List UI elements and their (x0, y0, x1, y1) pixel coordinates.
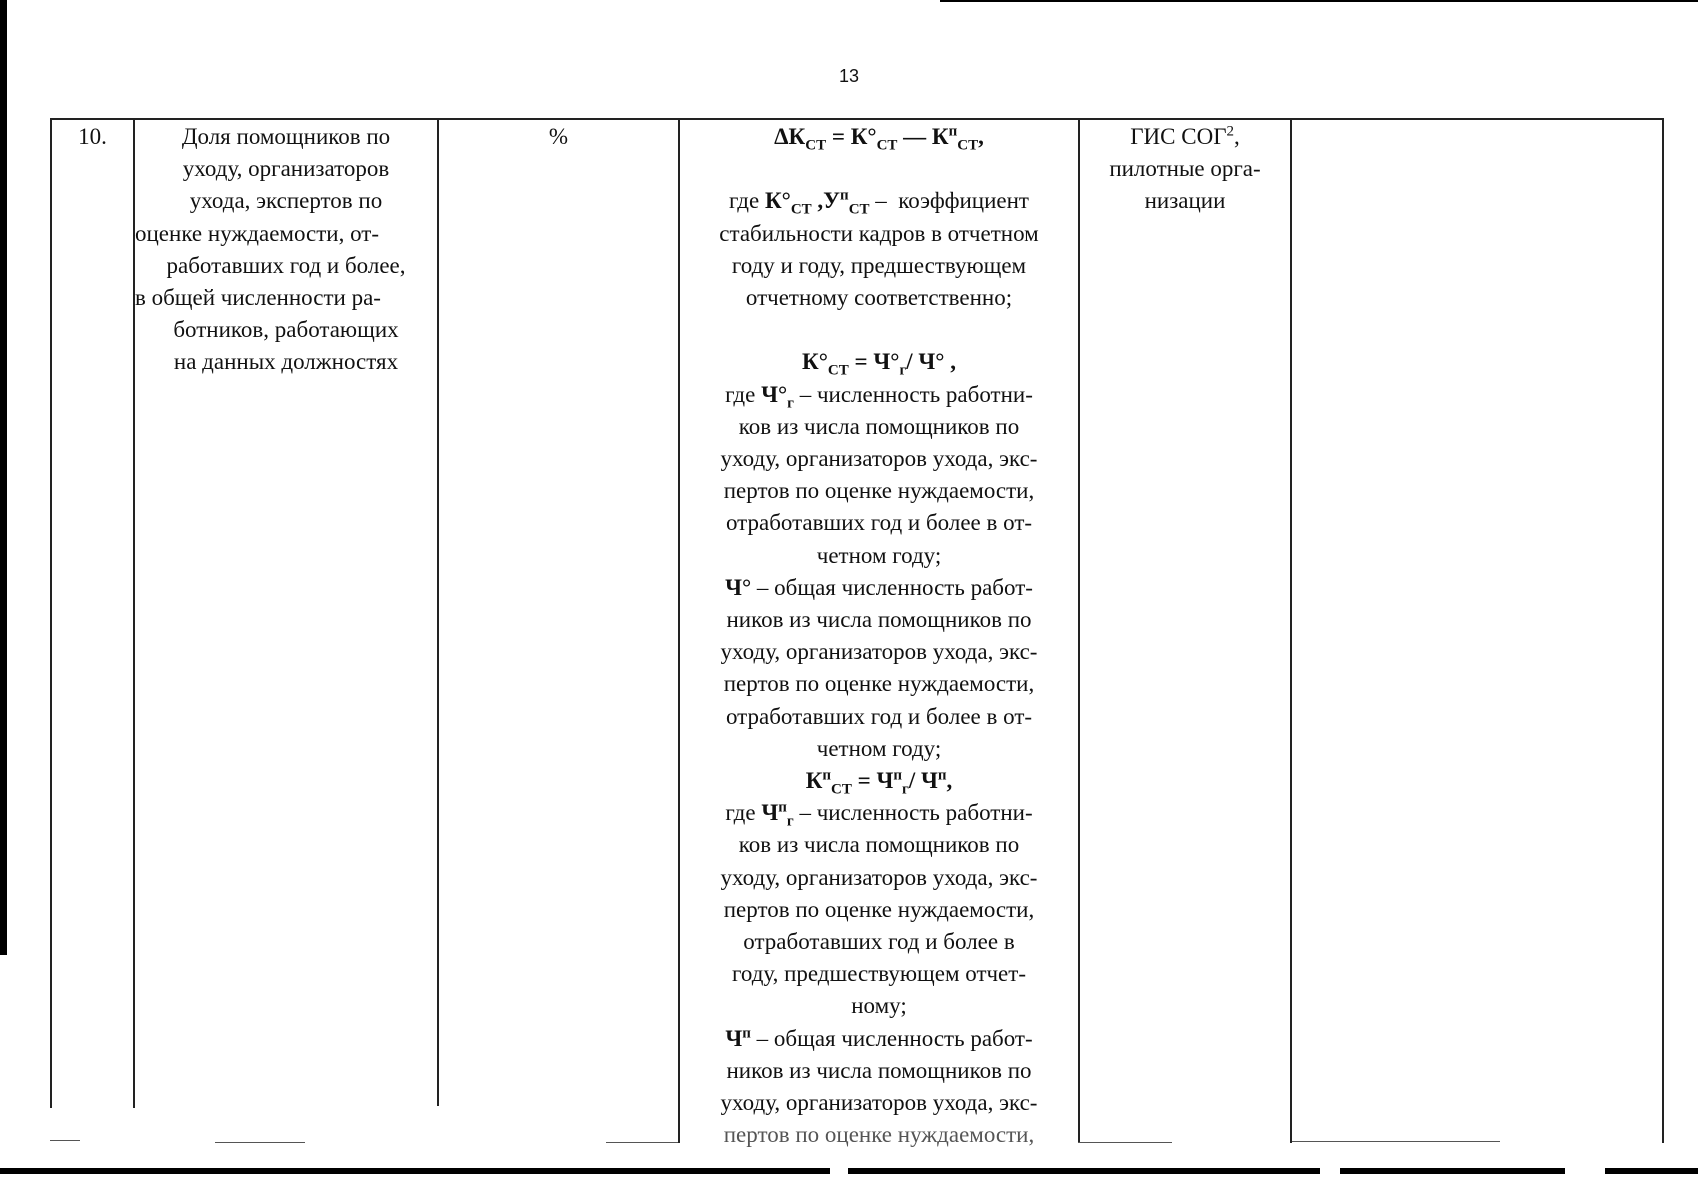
source-line: ГИС СОГ$^2$, (1130, 123, 1240, 149)
formula-previous-year: $К^п_{СТ} = Ч^п_г/$ $Ч^п$, (805, 767, 953, 798)
formula-current-year: $К^\circ_{СТ} = Ч^\circ_г/$ Ч° , (802, 349, 956, 379)
column-border (1290, 118, 1292, 1143)
formula-text-line: уходу, организаторов ухода, экс- (720, 1090, 1038, 1116)
indicator-name-line: ботников, работающих (173, 317, 399, 343)
scan-gap (1320, 1168, 1340, 1174)
formula-text-line: году, предшествующем отчет- (732, 961, 1026, 987)
formula-cell (680, 121, 1078, 1151)
def-previous-head: где $Ч^п_г$ – численность работни- (725, 799, 1033, 830)
formula-text-line: уходу, организаторов ухода, экс- (720, 639, 1038, 665)
table-bottom-border (1292, 1141, 1500, 1142)
formula-text-line: ков из числа помощников по (738, 832, 1020, 858)
formula-text-line: уходу, организаторов ухода, экс- (720, 864, 1038, 890)
indicator-name-line: в общей численности ра- (135, 285, 381, 311)
page-number: 13 (838, 66, 860, 86)
def-total-current-head: Ч° – общая численность работ- (725, 574, 1033, 600)
scan-edge-left (0, 0, 7, 955)
table-top-border (50, 118, 1664, 120)
row-number-cell (52, 121, 133, 153)
formula-text-line: пертов по оценке нуждаемости, (723, 478, 1035, 504)
unit-value: % (548, 124, 569, 149)
unit-cell (439, 121, 678, 153)
indicator-name-line: ухода, экспертов по (189, 188, 383, 214)
source-cell (1080, 121, 1290, 218)
scan-gap (830, 1168, 848, 1174)
indicator-name-cell (135, 121, 437, 379)
formula-text-line: отчетному соответственно; (745, 285, 1013, 310)
column-border (1078, 118, 1080, 1143)
def-current-head: где $Ч^\circ_г$ – численность работни- (725, 381, 1033, 412)
formula-text-line: пертов по оценке нуждаемости, (723, 896, 1035, 922)
main-formula: $\Delta К_{СТ} = К^\circ_{СТ}$ — $К^п_{СТ}$, (774, 123, 984, 154)
formula-text-line: четном году; (816, 735, 942, 761)
formula-text-line: стабильности кадров в отчетном (719, 220, 1039, 246)
table-bottom-border (215, 1142, 305, 1143)
formula-text-line: ков из числа помощников по (738, 413, 1020, 439)
indicator-name-line: работавших год и более, (166, 252, 406, 278)
scan-gap (1565, 1168, 1605, 1174)
formula-text-line: отработавших год и более в от- (725, 703, 1033, 729)
scan-edge-bottom (0, 1168, 1698, 1174)
formula-text-line: ников из числа помощников по (726, 607, 1032, 633)
formula-text-line: пертов по оценке нуждаемости, (723, 1122, 1035, 1148)
formula-text-line: ников из числа помощников по (726, 1057, 1032, 1083)
indicator-name-line: уходу, организаторов (182, 156, 390, 182)
indicator-name-line: оценке нуждаемости, от- (135, 220, 380, 246)
table-bottom-border (1078, 1142, 1172, 1143)
formula-text-line: году и году, предшествующем (731, 252, 1027, 278)
formula-text-line: пертов по оценке нуждаемости, (723, 671, 1035, 697)
table-bottom-border (50, 1140, 80, 1141)
def-total-previous-head: $Ч^п$ – общая численность работ- (725, 1025, 1033, 1051)
source-line: пилотные орга- (1109, 156, 1261, 182)
scan-edge-top (940, 0, 1698, 2)
table-bottom-border (606, 1142, 678, 1143)
formula-text-line: четном году; (816, 542, 942, 568)
indicator-name-line: на данных должностях (173, 349, 399, 375)
column-border (50, 118, 52, 1108)
source-line: низации (1144, 188, 1226, 214)
indicator-name-line: Доля помощников по (181, 124, 391, 149)
formula-text-line: уходу, организаторов ухода, экс- (720, 446, 1038, 471)
row-number: 10. (78, 124, 107, 149)
where-intro: где $К^\circ_{СТ}$ $,У^п_{СТ}$ – коэффициент (728, 187, 1029, 218)
formula-text-line: ному; (851, 993, 907, 1019)
column-border (437, 118, 439, 1106)
formula-text-line: отработавших год и более в от- (725, 510, 1033, 536)
formula-text-line: отработавших год и более в (743, 929, 1015, 955)
column-border (1662, 118, 1664, 1143)
